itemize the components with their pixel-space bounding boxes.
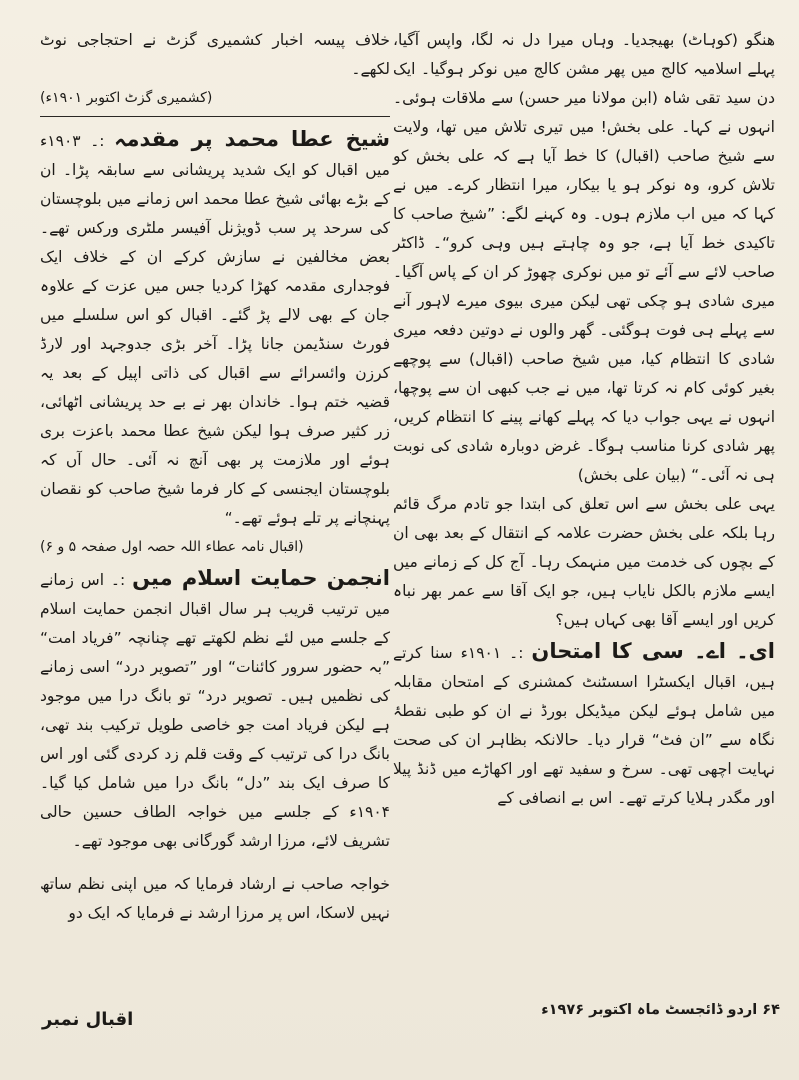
heading-case: شیخ عطا محمد پر مقدمہ bbox=[114, 127, 390, 151]
section-case bbox=[40, 123, 390, 562]
page-footer: ۶۴ اردو ڈائجسٹ ماہ اکتوبر ۱۹۷۶ء bbox=[541, 1002, 780, 1018]
protest-text: خلاف پیسہ اخبار کشمیری گزٹ نے احتجاجی نوٹ لکھے۔ bbox=[40, 31, 390, 78]
heading-exam: ای۔ اے۔ سی کا امتحان bbox=[531, 639, 776, 663]
left-column bbox=[40, 26, 390, 928]
divider bbox=[40, 116, 390, 117]
paragraph-loyalty: یہی علی بخش سے اس تعلق کی ابتدا جو تادم مرگ قائم رہا بلکہ علی بخش حضرت علامہ کے انتقال کے بعد بھی ان کے بچوں کی خدمت میں منہمک رہا۔ آج کل کے زمانے میں ایسے ملازم بالکل نایاب ہیں، جو ایک آقا سے عمر بھر نباہ کریں اور ایسے آقا بھی کہاں ہیں؟ bbox=[393, 495, 775, 629]
closing-paragraph: خواجہ صاحب نے ارشاد فرمایا کہ میں اپنی نظم ساتھ نہیں لاسکا، اس پر مرزا ارشد نے فرمایا کہ ایک دو bbox=[40, 875, 390, 922]
heading-anjuman: انجمن حمایت اسلام میں bbox=[132, 566, 390, 590]
anjuman-body: :۔ اس زمانے میں ترتیب قریب ہر سال اقبال انجمن حمایت اسلام کے جلسے میں لئے نظم لکھتے تھے چنانچہ ”فریاد امت“ ”بہ حضور سرور کائنات“ اور ”تصویر درد“ اسی زمانے کی نظمیں ہیں۔ تصویر درد“ تو بانگ درا میں موجود ہے لیکن فریاد امت جو خاصی طویل ترکیب بند تھی، بانگ درا کی ترتیب کے وقت قلم زد کردی گئی اور اس کا صرف ایک بند ”دل“ بانگ درا میں شامل کیا گیا۔ ۱۹۰۴ء کے جلسے میں خواجہ الطاف حسین حالی تشریف لائے، مرزا ارشد گورگانی بھی موجود تھے۔ bbox=[40, 571, 390, 850]
spacer bbox=[40, 856, 390, 870]
case-body: :۔ ۱۹۰۳ء میں اقبال کو ایک شدید پریشانی سے سابقہ پڑا۔ ان کے بڑے بھائی شیخ عطا محمد اس زمانے میں بلوچستان کی سرحد پر سب ڈویژنل آفیسر ملٹری ورکس تھے۔ بعض مخالفین نے سازش کرکے ان کے خلاف ایک فوجداری مقدمہ کھڑا کردیا جس میں عزت کے علاوہ جان کے بھی لالے پڑ گئے۔ اقبال کو اس سلسلے میں فورٹ سنڈیمن جانا پڑا۔ آخر بڑی جدوجہد اور لارڈ کرزن وائسرائے سے اقبال کی ذاتی اپیل کے بعد یہ قضیہ ختم ہوا۔ خاندان بھر نے بے حد پریشانی اٹھائی، زر کثیر صرف ہوا لیکن شیخ عطا محمد باعزت بری ہوئے اور ملازمت پر بھی آنچ نہ آئی۔ حال آں کہ بلوچستان ایجنسی کے کار فرما شیخ صاحب کو نقصان پہنچانے پر تلے ہوئے تھے۔“ bbox=[40, 132, 390, 527]
section-anjuman bbox=[40, 562, 390, 856]
magazine-name: اقبال نمبر bbox=[42, 1009, 134, 1030]
protest-source: (کشمیری گزٹ اکتوبر ۱۹۰۱ء) bbox=[40, 90, 213, 106]
right-column bbox=[393, 26, 775, 813]
exam-body: :۔ ۱۹۰۱ء سنا کرتے ہیں، اقبال ایکسٹرا اسسٹنٹ کمشنری کے امتحان مقابلہ میں شامل ہوئے لیکن میڈیکل بورڈ نے ان کو طبی نقطۂ نگاہ سے ”ان فٹ“ قرار دیا۔ حالانکہ بظاہر ان کی صحت نہایت اچھی تھی۔ سرخ و سفید تھے اور اکھاڑے میں ڈنڈ پیلا اور مگدر ہلایا کرتے تھے۔ اس بے انصافی کے bbox=[393, 644, 775, 807]
section-exam bbox=[393, 635, 775, 813]
paragraph-ali-bakhsh: ھنگو (کوہاٹ) بھیجدیا۔ وہاں میرا دل نہ لگا، واپس آگیا، پہلے اسلامیہ کالج میں پھر مشن کالج میں نوکر ہوگیا۔ ایک دن سید تقی شاہ (ابن مولانا میر حسن) سے ملاقات ہوئی۔ انہوں نے کہا۔ علی بخش! میں تیری تلاش میں تھا، ولایت سے شیخ صاحب (اقبال) کا خط آیا ہے کہ علی بخش کو تلاش کرو، وہ نوکر ہو یا بیکار، میرا انتظار کرے۔ میں نے کہا کہ میں اب ملازم ہوں۔ وہ کہنے لگے: ”شیخ صاحب کا تاکیدی خط آیا ہے، جو وہ چاہتے ہیں وہی کرو“۔ ڈاکٹر صاحب لائے سے آئے تو میں نوکری چھوڑ کر ان کے پاس آگیا۔ میری شادی ہو چکی تھی لیکن میری بیوی میرے لاہور آنے سے پہلے ہی فوت ہوگئی۔ گھر والوں نے دوتین دفعہ میری شادی کا انتظام کیا، میں شیخ صاحب (اقبال) سے پوچھے بغیر کوئی کام نہ کرتا تھا، میں نے جب کبھی ان سے پوچھا، انہوں نے یہی جواب دیا کہ پہلے کھانے پینے کا انتظام کریں، پھر شادی کرنا مناسب ہوگا۔ غرض دوبارہ شادی کی نوبت ہی نہ آئی۔“ (بیان علی بخش) bbox=[393, 31, 775, 484]
case-source: (اقبال نامہ عطاء اللہ حصہ اول صفحہ ۵ و ۶) bbox=[40, 539, 304, 555]
